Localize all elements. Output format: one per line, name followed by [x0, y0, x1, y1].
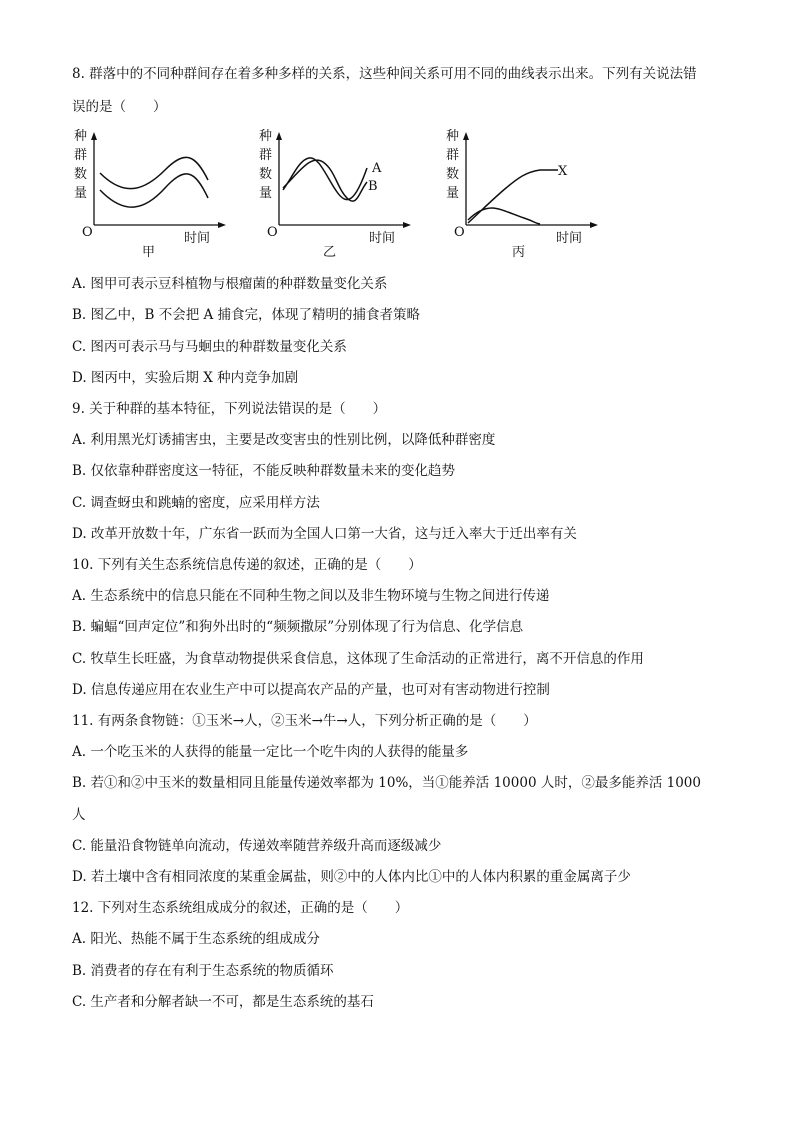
figure-yi-x-arrow: [403, 222, 411, 228]
figure-bing-x-arrow: [590, 222, 598, 228]
q11-option-b-continued: 人: [72, 807, 86, 823]
figure-jia-ylabel-2: 群: [74, 148, 88, 163]
figure-bing-ylabel-2: 群: [446, 148, 460, 163]
q8-option-d: D. 图丙中，实验后期 X 种内竞争加剧: [72, 370, 299, 386]
figure-yi-y-arrow: [276, 132, 282, 140]
figure-yi-label-a: A: [372, 161, 382, 176]
q10-option-c: C. 牧草生长旺盛，为食草动物提供采食信息，这体现了生命活动的正常进行，离不开信息的作用: [72, 651, 644, 667]
q10-stem: 10. 下列有关生态系统信息传递的叙述，正确的是（ ）: [72, 557, 422, 573]
q11-option-c: C. 能量沿食物链单向流动，传递效率随营养级升高而逐级减少: [72, 838, 442, 854]
figure-bing-curve-x: [468, 170, 558, 223]
figure-bing-caption: 丙: [512, 245, 526, 260]
q9-option-b: B. 仅依靠种群密度这一特征，不能反映种群数量未来的变化趋势: [72, 463, 456, 479]
figure-jia-origin: O: [82, 225, 93, 240]
q8-stem-line1: 8. 群落中的不同种群间存在着多种多样的关系，这些种间关系可用不同的曲线表示出来。下列有关说法错: [72, 66, 697, 82]
figure-yi-ylabel-4: 量: [259, 186, 273, 201]
figure-jia-x-arrow: [218, 222, 226, 228]
figure-bing: [442, 128, 602, 263]
figure-jia-ylabel-4: 量: [74, 186, 88, 201]
figure-bing-ylabel-3: 数: [446, 167, 460, 182]
figure-jia-y-arrow: [91, 132, 97, 140]
figure-yi-ylabel-3: 数: [259, 167, 273, 182]
q8-stem-line2: 误的是（ ）: [72, 99, 167, 115]
figure-bing-ylabel-1: 种: [446, 129, 460, 144]
q8-option-a: A. 图甲可表示豆科植物与根瘤菌的种群数量变化关系: [72, 276, 388, 292]
q12-option-a: A. 阳光、热能不属于生态系统的组成成分: [72, 931, 320, 947]
figure-bing-origin: O: [454, 225, 465, 240]
q12-stem: 12. 下列对生态系统组成成分的叙述，正确的是（ ）: [72, 900, 409, 916]
figure-bing-ylabel-4: 量: [446, 186, 460, 201]
figure-jia-ylabel-3: 数: [74, 167, 88, 182]
figure-yi-ylabel-2: 群: [259, 148, 273, 163]
figure-jia: [70, 128, 230, 263]
q12-option-b: B. 消费者的存在有利于生态系统的物质循环: [72, 963, 334, 979]
figure-bing-curve-other: [468, 208, 540, 224]
q12-option-c: C. 生产者和分解者缺一不可，都是生态系统的基石: [72, 994, 374, 1010]
q11-option-b: B. 若①和②中玉米的数量相同且能量传递效率都为 10%，当①能养活 10000 人时，②最多能养活 1000: [72, 775, 701, 791]
q9-stem: 9. 关于种群的基本特征，下列说法错误的是（ ）: [72, 401, 387, 417]
q11-option-d: D. 若土壤中含有相同浓度的某重金属盐，则②中的人体内比①中的人体内积累的重金属离子少: [72, 869, 631, 885]
q11-stem: 11. 有两条食物链：①玉米→人，②玉米→牛→人，下列分析正确的是（ ）: [72, 713, 537, 729]
q10-option-b: B. 蝙蝠“回声定位”和狗外出时的“频频撒尿”分别体现了行为信息、化学信息: [72, 619, 524, 635]
q8-option-c: C. 图丙可表示马与马蛔虫的种群数量变化关系: [72, 339, 347, 355]
figure-bing-label-x: X: [558, 164, 568, 179]
figure-jia-caption: 甲: [142, 245, 156, 260]
figure-bing-xlabel: 时间: [556, 231, 583, 246]
q9-option-d: D. 改革开放数十年，广东省一跃而为全国人口第一大省，这与迁入率大于迁出率有关: [72, 526, 577, 542]
figure-yi: [255, 128, 415, 263]
figure-yi-origin: O: [267, 225, 278, 240]
figure-jia-ylabel-1: 种: [74, 129, 88, 144]
figure-bing-y-arrow: [463, 132, 469, 140]
figure-yi-label-b: B: [368, 179, 378, 194]
q8-option-b: B. 图乙中，B 不会把 A 捕食完，体现了精明的捕食者策略: [72, 307, 421, 323]
figure-jia-xlabel: 时间: [184, 231, 211, 246]
q9-option-c: C. 调查蚜虫和跳蝻的密度，应采用样方法: [72, 495, 320, 511]
figure-jia-curve-upper: [100, 157, 208, 188]
figure-yi-caption: 乙: [323, 245, 337, 260]
figure-yi-xlabel: 时间: [369, 231, 396, 246]
q9-option-a: A. 利用黑光灯诱捕害虫，主要是改变害虫的性别比例，以降低种群密度: [72, 432, 496, 448]
q11-option-a: A. 一个吃玉米的人获得的能量一定比一个吃牛肉的人获得的能量多: [72, 744, 469, 760]
figure-yi-ylabel-1: 种: [259, 129, 273, 144]
q10-option-d: D. 信息传递应用在农业生产中可以提高农产品的产量，也可对有害动物进行控制: [72, 682, 550, 698]
q10-option-a: A. 生态系统中的信息只能在不同种生物之间以及非生物环境与生物之间进行传递: [72, 588, 550, 604]
